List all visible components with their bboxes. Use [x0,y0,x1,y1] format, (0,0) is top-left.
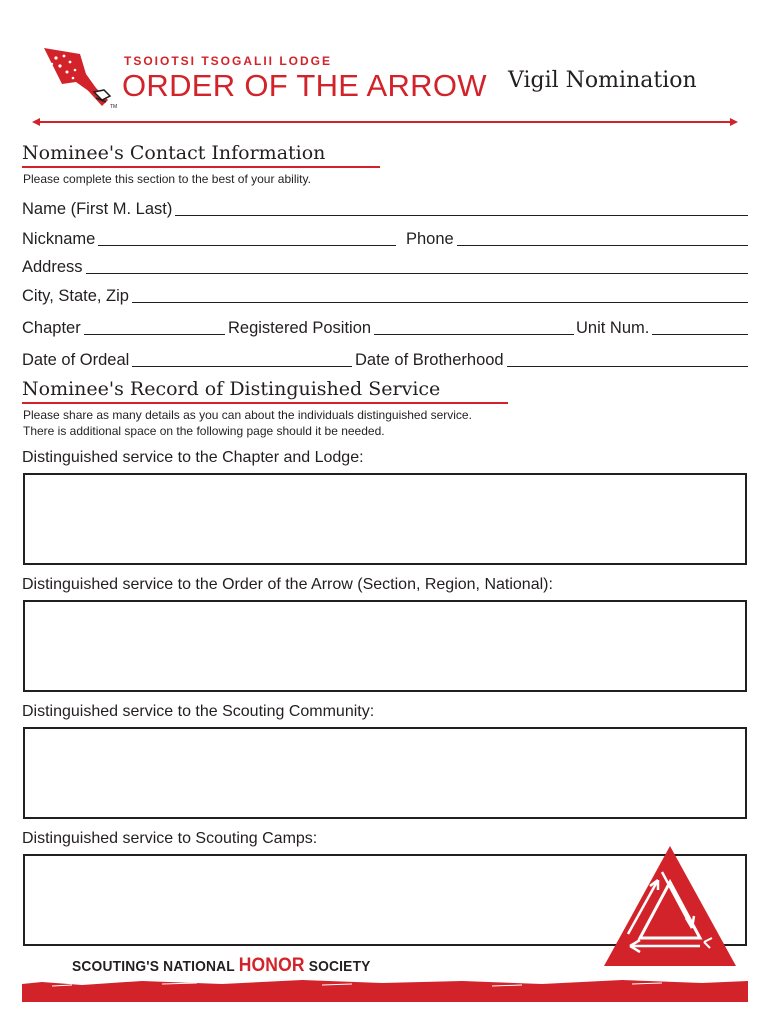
date-brotherhood-line[interactable] [507,351,748,367]
unit-num-line[interactable] [652,319,748,335]
footer-red-bar [22,978,748,1002]
document-title: Vigil Nomination [508,68,697,93]
address-line[interactable] [86,258,748,274]
name-row [22,197,748,219]
trademark-mark: TM [110,104,118,110]
tagline-honor: HONOR [238,955,305,976]
unit-num-label: Unit Num. [576,319,650,337]
nickname-phone-row [22,227,748,249]
contact-instruction: Please complete this section to the best of your ability. [23,172,311,186]
date-brotherhood-label: Date of Brotherhood [355,351,504,369]
arrow-divider-icon [32,116,738,128]
tagline-prefix: SCOUTING'S NATIONAL [72,958,239,975]
chapter-lodge-service-label: Distinguished service to the Chapter and Lodge: [22,449,364,466]
oa-service-label: Distinguished service to the Order of the Arrow (Section, Region, National): [22,576,553,593]
registered-position-label: Registered Position [228,319,372,337]
chapter-lodge-service-box[interactable] [23,473,747,565]
date-ordeal-line[interactable] [132,351,352,367]
name-line[interactable] [175,200,748,216]
footer-tagline [72,955,371,977]
nickname-line[interactable] [98,230,396,246]
city-state-zip-field[interactable] [22,286,748,306]
tagline-suffix: SOCIETY [304,958,371,975]
registered-position-line[interactable] [374,319,574,335]
name-field[interactable] [22,199,748,219]
city-state-zip-line[interactable] [132,287,748,303]
service-section-title: Nominee's Record of Distinguished Service [22,378,441,400]
org-name: ORDER OF THE ARROW [122,68,487,103]
chapter-position-unit-row [22,316,748,338]
contact-title-underline [22,166,380,168]
oa-service-box[interactable] [23,600,747,692]
date-brotherhood-field[interactable] [355,350,748,370]
lodge-name: TSOIOTSI TSOGALII LODGE [124,54,333,68]
ordeal-brotherhood-row [22,348,748,370]
phone-label: Phone [406,230,454,248]
date-ordeal-label: Date of Ordeal [22,351,130,369]
city-state-zip-row [22,284,748,306]
service-title-underline [22,402,508,404]
address-field[interactable] [22,257,748,277]
phone-field[interactable] [406,229,748,249]
chapter-line[interactable] [84,319,225,335]
scouting-camps-service-label: Distinguished service to Scouting Camps: [22,830,318,847]
service-instruction-line2: There is additional space on the following page should it be needed. [23,424,385,438]
city-state-zip-label: City, State, Zip [22,287,129,305]
scouting-community-service-label: Distinguished service to the Scouting Community: [22,703,375,720]
phone-line[interactable] [457,230,748,246]
date-ordeal-field[interactable] [22,350,352,370]
nickname-field[interactable] [22,229,396,249]
name-label: Name (First M. Last) [22,200,173,218]
registered-position-field[interactable] [228,318,574,338]
address-label: Address [22,258,83,276]
contact-section-title: Nominee's Contact Information [22,142,326,164]
oa-triangle-arrows-icon [600,842,740,972]
arrowhead-logo-icon [40,44,120,114]
address-row [22,255,748,277]
chapter-label: Chapter [22,319,81,337]
scouting-community-service-box[interactable] [23,727,747,819]
nickname-label: Nickname [22,230,96,248]
chapter-field[interactable] [22,318,225,338]
service-instruction-line1: Please share as many details as you can about the individuals distinguished service. [23,408,472,422]
unit-num-field[interactable] [576,318,748,338]
